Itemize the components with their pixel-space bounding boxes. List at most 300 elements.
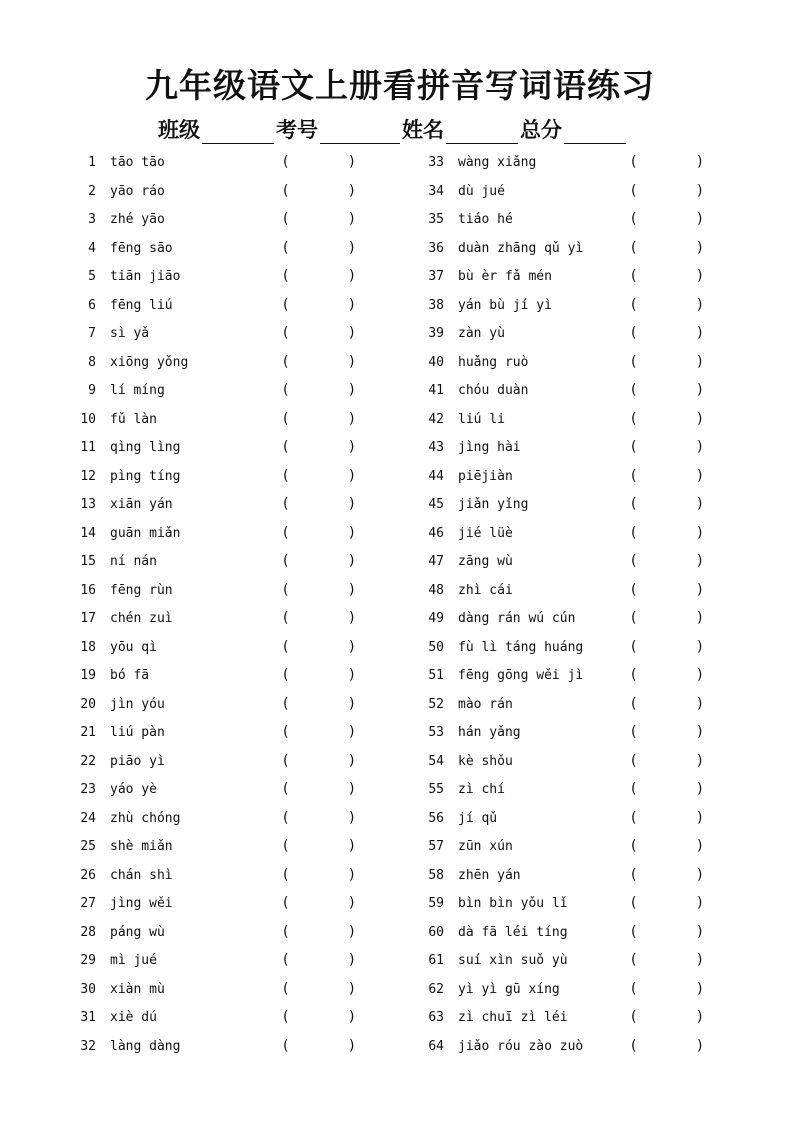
pinyin-text: jí qǔ: [458, 810, 498, 826]
class-label: 班级: [158, 118, 200, 142]
exercise-item: [72, 946, 432, 975]
answer-paren-open: (: [283, 752, 289, 769]
item-number: 30: [80, 981, 96, 997]
answer-paren-close: ): [697, 154, 703, 170]
item-number: 38: [428, 297, 444, 313]
answer-paren-open: (: [631, 1037, 637, 1054]
answer-paren-close: ): [697, 239, 703, 256]
pinyin-text: zhēn yán: [458, 867, 521, 883]
item-number: 9: [88, 383, 96, 398]
answer-paren-open: (: [631, 581, 637, 598]
item-number: 62: [428, 981, 444, 997]
exercise-item: [72, 348, 432, 377]
exercise-item: [72, 547, 432, 576]
pinyin-text: huǎng ruò: [458, 354, 529, 370]
pinyin-text: yán bù jí yì: [458, 297, 552, 313]
exercise-item: [72, 975, 432, 1004]
answer-paren-open: (: [631, 325, 637, 341]
answer-paren-close: ): [697, 895, 703, 911]
item-number: 35: [428, 212, 444, 227]
answer-paren-open: (: [283, 610, 289, 626]
answer-paren-open: (: [283, 382, 289, 398]
answer-paren-close: ): [697, 439, 703, 455]
item-number: 15: [80, 554, 96, 569]
answer-paren-open: (: [283, 211, 289, 227]
exercise-item: [72, 718, 432, 747]
pinyin-text: jiǎn yǐng: [458, 497, 529, 512]
answer-paren-close: ): [697, 496, 703, 512]
pinyin-text: hán yǎng: [458, 725, 521, 740]
answer-paren-open: (: [631, 496, 637, 512]
pinyin-text: dà fā léi tíng: [458, 924, 568, 940]
answer-paren-close: ): [697, 638, 703, 655]
answer-paren-open: (: [631, 382, 637, 398]
exercise-item: [72, 690, 432, 719]
pinyin-text: zūn xún: [458, 839, 513, 854]
answer-paren-close: ): [697, 695, 703, 712]
answer-paren-open: (: [631, 724, 637, 740]
answer-paren-open: (: [631, 866, 637, 883]
item-number: 8: [88, 354, 96, 370]
pinyin-text: kè shǒu: [458, 753, 513, 769]
item-number: 56: [428, 810, 444, 826]
pinyin-text: yōu qì: [110, 639, 157, 655]
item-number: 13: [80, 497, 96, 512]
exercise-item: [420, 661, 780, 690]
answer-paren-close: ): [697, 211, 703, 227]
answer-paren-close: ): [697, 952, 703, 968]
answer-paren-close: ): [697, 610, 703, 626]
item-number: 14: [80, 525, 96, 541]
pinyin-text: bù èr fǎ mén: [458, 269, 552, 284]
exercise-item: [72, 1003, 432, 1032]
answer-paren-close: ): [349, 296, 355, 313]
pinyin-text: sì yǎ: [110, 326, 150, 341]
pinyin-text: jìng hài: [458, 440, 521, 455]
exercise-item: [72, 861, 432, 890]
exercise-item: [72, 462, 432, 491]
answer-paren-open: (: [283, 296, 289, 313]
item-number: 27: [80, 896, 96, 911]
name-blank: [446, 119, 518, 144]
answer-paren-close: ): [697, 268, 703, 284]
pinyin-text: fù lì táng huáng: [458, 639, 584, 655]
item-number: 23: [80, 782, 96, 797]
exercise-item: [420, 946, 780, 975]
total-score-label: 总分: [520, 118, 562, 142]
answer-paren-close: ): [349, 439, 355, 455]
answer-paren-open: (: [631, 838, 637, 854]
answer-paren-close: ): [697, 866, 703, 883]
exercise-item: [72, 519, 432, 548]
exercise-item: [420, 718, 780, 747]
exercise-item: [420, 234, 780, 263]
exercise-item: [420, 832, 780, 861]
item-number: 18: [80, 639, 96, 655]
answer-paren-open: (: [631, 923, 637, 940]
item-number: 1: [88, 155, 96, 170]
item-number: 17: [80, 611, 96, 626]
item-number: 59: [428, 896, 444, 911]
total-score-blank: [564, 119, 626, 144]
exercise-item: [72, 604, 432, 633]
item-number: 36: [428, 240, 444, 256]
pinyin-text: qìng lìng: [110, 440, 181, 455]
answer-paren-close: ): [349, 211, 355, 227]
answer-paren-open: (: [283, 325, 289, 341]
exercise-item: [420, 177, 780, 206]
answer-paren-close: ): [697, 524, 703, 541]
pinyin-text: mì jué: [110, 953, 157, 968]
pinyin-text: lí míng: [110, 383, 165, 398]
exercise-item: [72, 433, 432, 462]
pinyin-text: xiōng yǒng: [110, 354, 189, 370]
pinyin-text: bìn bìn yǒu lǐ: [458, 896, 568, 911]
exercise-item: [72, 376, 432, 405]
answer-paren-close: ): [349, 325, 355, 341]
exercise-item: [420, 405, 780, 434]
pinyin-text: zhì cái: [458, 582, 513, 598]
exercise-item: [72, 319, 432, 348]
answer-paren-close: ): [697, 1009, 703, 1025]
answer-paren-open: (: [283, 980, 289, 997]
exercise-item: [72, 490, 432, 519]
item-number: 46: [428, 525, 444, 541]
exercise-item: [72, 889, 432, 918]
answer-paren-open: (: [631, 182, 637, 199]
pinyin-text: tiáo hé: [458, 212, 513, 227]
answer-paren-open: (: [283, 667, 289, 683]
exercise-item: [420, 205, 780, 234]
item-number: 16: [80, 582, 96, 598]
pinyin-text: wàng xiǎng: [458, 155, 537, 170]
answer-paren-open: (: [283, 268, 289, 284]
item-number: 26: [80, 867, 96, 883]
page-title: 九年级语文上册看拼音写词语练习: [145, 66, 655, 105]
answer-paren-close: ): [349, 467, 355, 484]
answer-paren-close: ): [697, 1037, 703, 1054]
answer-paren-open: (: [631, 467, 637, 484]
answer-paren-open: (: [631, 752, 637, 769]
answer-paren-open: (: [283, 895, 289, 911]
exercise-item: [420, 889, 780, 918]
answer-paren-close: ): [349, 182, 355, 199]
exercise-item: [420, 804, 780, 833]
item-number: 34: [428, 183, 444, 199]
item-number: 40: [428, 354, 444, 370]
answer-paren-close: ): [697, 980, 703, 997]
exercise-item: [72, 633, 432, 662]
answer-paren-close: ): [349, 895, 355, 911]
exercise-item: [420, 690, 780, 719]
answer-paren-close: ): [349, 154, 355, 170]
exercise-item: [420, 975, 780, 1004]
answer-paren-close: ): [697, 382, 703, 398]
answer-paren-close: ): [349, 353, 355, 370]
item-number: 37: [428, 269, 444, 284]
exercise-item: [420, 291, 780, 320]
exercise-item: [420, 262, 780, 291]
exercise-item: [72, 177, 432, 206]
pinyin-text: yāo ráo: [110, 183, 165, 199]
exercise-item: [420, 462, 780, 491]
pinyin-text: fēng rùn: [110, 582, 173, 598]
pinyin-text: zì chuī zì léi: [458, 1010, 568, 1025]
answer-paren-open: (: [631, 980, 637, 997]
exam-number-label: 考号: [276, 118, 318, 142]
answer-paren-close: ): [697, 467, 703, 484]
item-number: 7: [88, 326, 96, 341]
pinyin-text: ní nán: [110, 554, 157, 569]
exercise-item: [420, 633, 780, 662]
answer-paren-close: ): [697, 325, 703, 341]
exercise-column-right: [420, 148, 780, 1060]
pinyin-text: fēng gōng wěi jì: [458, 668, 584, 683]
pinyin-text: jié lüè: [458, 525, 513, 541]
answer-paren-close: ): [349, 752, 355, 769]
answer-paren-close: ): [697, 667, 703, 683]
exercise-item: [72, 1032, 432, 1061]
answer-paren-open: (: [283, 695, 289, 712]
pinyin-text: piāo yì: [110, 753, 165, 769]
item-number: 32: [80, 1038, 96, 1054]
exercise-item: [72, 148, 432, 177]
answer-paren-open: (: [631, 268, 637, 284]
pinyin-text: xiān yán: [110, 497, 173, 512]
pinyin-text: chán shì: [110, 867, 173, 883]
item-number: 28: [80, 924, 96, 940]
exercise-item: [420, 918, 780, 947]
item-number: 3: [88, 212, 96, 227]
exercise-item: [420, 547, 780, 576]
pinyin-text: dù jué: [458, 183, 505, 199]
answer-paren-close: ): [697, 724, 703, 740]
pinyin-text: zhù chóng: [110, 810, 181, 826]
pinyin-text: xiè dú: [110, 1010, 157, 1025]
item-number: 54: [428, 753, 444, 769]
exercise-item: [72, 775, 432, 804]
item-number: 24: [80, 810, 96, 826]
answer-paren-open: (: [283, 239, 289, 256]
answer-paren-close: ): [349, 410, 355, 427]
pinyin-text: liú pàn: [110, 725, 165, 740]
class-blank: [202, 119, 274, 144]
answer-paren-open: (: [283, 553, 289, 569]
answer-paren-close: ): [349, 838, 355, 854]
pinyin-text: chén zuì: [110, 611, 173, 626]
pinyin-text: zàn yù: [458, 326, 505, 341]
exam-number-blank: [320, 119, 400, 144]
exercise-item: [72, 832, 432, 861]
exercise-item: [420, 775, 780, 804]
answer-paren-open: (: [283, 524, 289, 541]
answer-paren-close: ): [349, 980, 355, 997]
answer-paren-open: (: [631, 610, 637, 626]
answer-paren-close: ): [697, 809, 703, 826]
item-number: 57: [428, 839, 444, 854]
pinyin-text: shè miǎn: [110, 839, 173, 854]
pinyin-text: jiǎo róu zào zuò: [458, 1038, 584, 1054]
answer-paren-close: ): [349, 524, 355, 541]
answer-paren-open: (: [631, 211, 637, 227]
answer-paren-close: ): [349, 923, 355, 940]
item-number: 19: [80, 668, 96, 683]
answer-paren-close: ): [697, 752, 703, 769]
exercise-column-left: [72, 148, 432, 1060]
answer-paren-open: (: [631, 667, 637, 683]
item-number: 6: [88, 297, 96, 313]
exercise-item: [420, 348, 780, 377]
item-number: 44: [428, 468, 444, 484]
answer-paren-close: ): [697, 296, 703, 313]
answer-paren-open: (: [283, 1009, 289, 1025]
pinyin-text: zāng wù: [458, 554, 513, 569]
name-label: 姓名: [402, 118, 444, 142]
item-number: 63: [428, 1010, 444, 1025]
item-number: 2: [88, 183, 96, 199]
exercise-item: [72, 661, 432, 690]
item-number: 48: [428, 582, 444, 598]
pinyin-text: yì yì gū xíng: [458, 981, 560, 997]
item-number: 50: [428, 639, 444, 655]
exercise-item: [420, 433, 780, 462]
item-number: 29: [80, 953, 96, 968]
answer-paren-open: (: [283, 439, 289, 455]
item-number: 33: [428, 155, 444, 170]
item-number: 42: [428, 411, 444, 427]
answer-paren-close: ): [697, 838, 703, 854]
answer-paren-close: ): [349, 724, 355, 740]
item-number: 64: [428, 1038, 444, 1054]
answer-paren-close: ): [697, 923, 703, 940]
exercise-item: [72, 262, 432, 291]
answer-paren-open: (: [283, 781, 289, 797]
answer-paren-open: (: [283, 154, 289, 170]
exercise-item: [72, 747, 432, 776]
item-number: 60: [428, 924, 444, 940]
answer-paren-close: ): [349, 581, 355, 598]
pinyin-text: dàng rán wú cún: [458, 611, 576, 626]
answer-paren-open: (: [631, 296, 637, 313]
answer-paren-open: (: [631, 239, 637, 256]
answer-paren-open: (: [631, 895, 637, 911]
item-number: 39: [428, 326, 444, 341]
answer-paren-open: (: [283, 923, 289, 940]
exercise-item: [72, 205, 432, 234]
pinyin-text: bó fā: [110, 668, 150, 683]
answer-paren-close: ): [349, 268, 355, 284]
exercise-item: [420, 576, 780, 605]
answer-paren-open: (: [631, 638, 637, 655]
answer-paren-close: ): [349, 553, 355, 569]
exercise-item: [72, 804, 432, 833]
answer-paren-open: (: [631, 154, 637, 170]
answer-paren-close: ): [697, 410, 703, 427]
pinyin-text: zì chí: [458, 782, 505, 797]
item-number: 51: [428, 668, 444, 683]
answer-paren-open: (: [283, 809, 289, 826]
answer-paren-close: ): [349, 866, 355, 883]
answer-paren-close: ): [349, 1037, 355, 1054]
item-number: 12: [80, 468, 96, 484]
exercise-item: [72, 918, 432, 947]
exercise-item: [72, 291, 432, 320]
item-number: 10: [80, 411, 96, 427]
answer-paren-open: (: [283, 866, 289, 883]
answer-paren-close: ): [349, 781, 355, 797]
item-number: 43: [428, 440, 444, 455]
answer-paren-close: ): [349, 1009, 355, 1025]
pinyin-text: zhé yāo: [110, 212, 165, 227]
exercise-item: [420, 376, 780, 405]
pinyin-text: chóu duàn: [458, 383, 529, 398]
answer-paren-open: (: [631, 524, 637, 541]
exercise-item: [420, 148, 780, 177]
answer-paren-close: ): [349, 239, 355, 256]
pinyin-text: xiàn mù: [110, 981, 165, 997]
pinyin-text: tiān jiāo: [110, 269, 181, 284]
answer-paren-open: (: [283, 353, 289, 370]
pinyin-text: fǔ làn: [110, 411, 157, 427]
pinyin-text: mào rán: [458, 696, 513, 712]
pinyin-text: suí xìn suǒ yù: [458, 953, 568, 968]
answer-paren-open: (: [283, 952, 289, 968]
answer-paren-open: (: [631, 553, 637, 569]
exercise-item: [420, 604, 780, 633]
answer-paren-open: (: [631, 781, 637, 797]
answer-paren-close: ): [349, 809, 355, 826]
exercise-item: [420, 1032, 780, 1061]
exercise-item: [72, 576, 432, 605]
pinyin-text: duàn zhāng qǔ yì: [458, 240, 584, 256]
pinyin-text: fēng liú: [110, 297, 173, 313]
pinyin-text: pìng tíng: [110, 468, 181, 484]
answer-paren-open: (: [631, 809, 637, 826]
pinyin-text: fēng sāo: [110, 240, 173, 256]
item-number: 22: [80, 753, 96, 769]
exercise-item: [420, 519, 780, 548]
exercise-item: [72, 234, 432, 263]
student-info-line: [158, 114, 628, 144]
answer-paren-open: (: [283, 724, 289, 740]
answer-paren-open: (: [283, 467, 289, 484]
answer-paren-close: ): [697, 182, 703, 199]
pinyin-text: páng wù: [110, 924, 165, 940]
answer-paren-open: (: [283, 581, 289, 598]
pinyin-text: jìng wěi: [110, 896, 173, 911]
item-number: 52: [428, 696, 444, 712]
pinyin-text: yáo yè: [110, 782, 157, 797]
answer-paren-open: (: [283, 496, 289, 512]
answer-paren-open: (: [631, 1009, 637, 1025]
answer-paren-open: (: [631, 410, 637, 427]
answer-paren-close: ): [697, 781, 703, 797]
item-number: 4: [88, 240, 96, 256]
pinyin-text: làng dàng: [110, 1038, 181, 1054]
answer-paren-close: ): [697, 353, 703, 370]
item-number: 11: [80, 440, 96, 455]
answer-paren-open: (: [631, 952, 637, 968]
exercise-item: [420, 490, 780, 519]
exercise-item: [420, 319, 780, 348]
exercise-item: [420, 747, 780, 776]
pinyin-text: piējiàn: [458, 468, 513, 484]
answer-paren-open: (: [283, 638, 289, 655]
pinyin-text: jìn yóu: [110, 696, 165, 712]
item-number: 20: [80, 696, 96, 712]
answer-paren-open: (: [283, 410, 289, 427]
exercise-item: [420, 1003, 780, 1032]
